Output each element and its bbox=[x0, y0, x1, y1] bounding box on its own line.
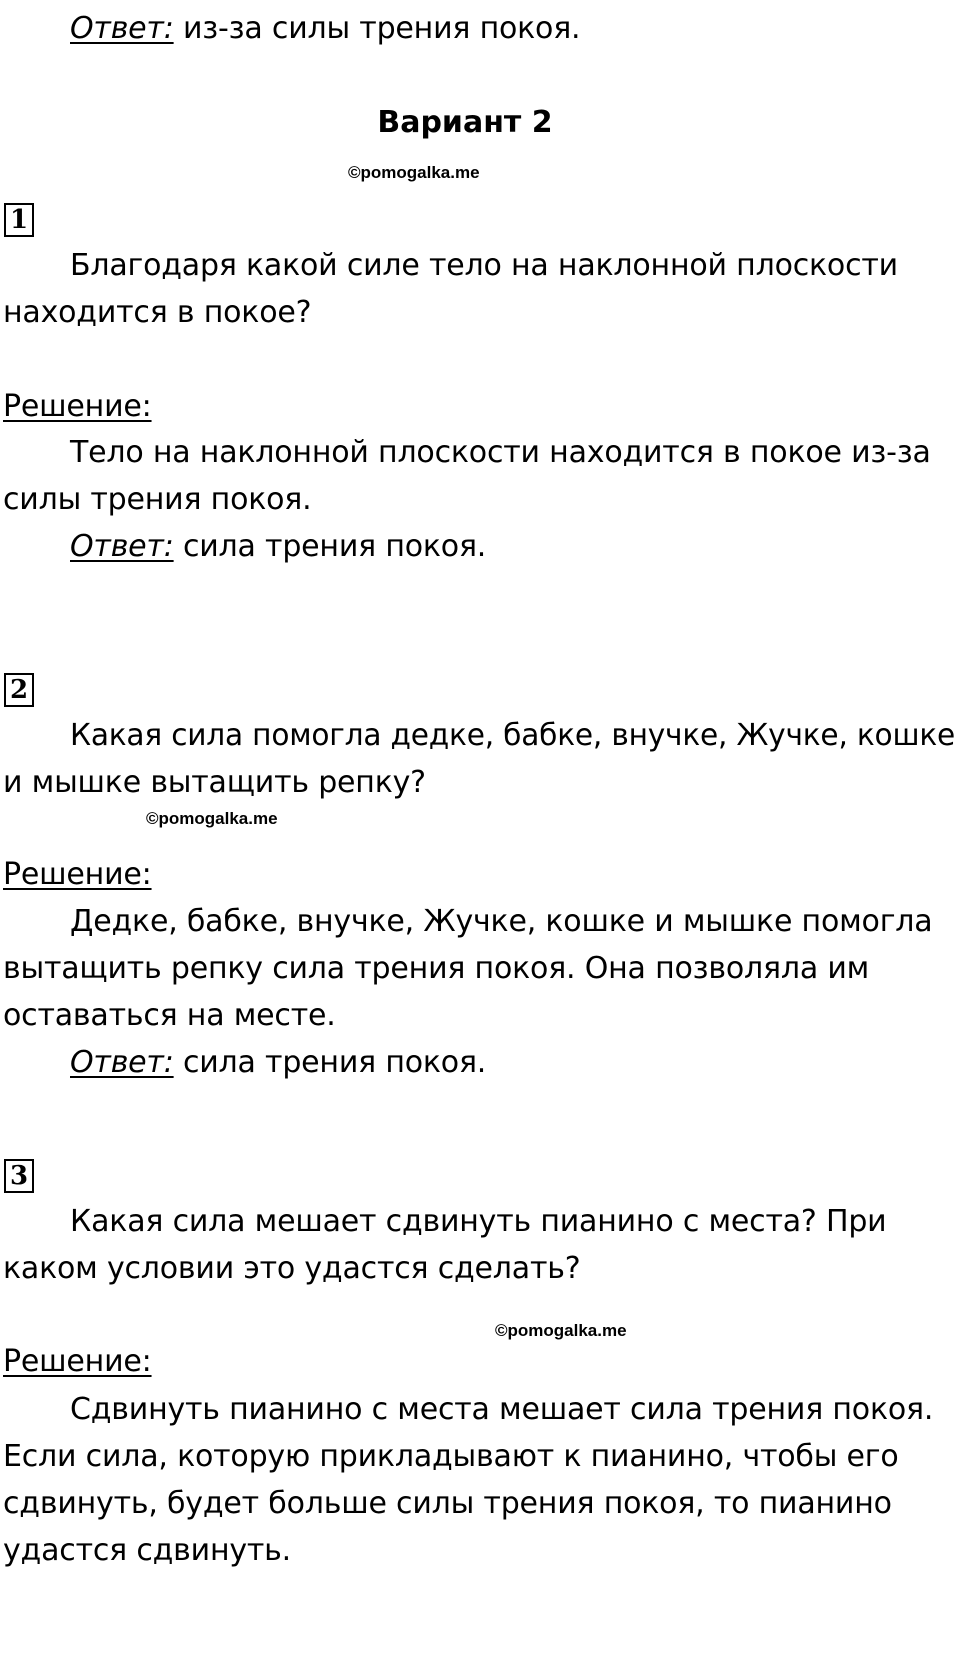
answer-label: Ответ: bbox=[70, 1045, 174, 1080]
variant-title: Вариант 2 bbox=[377, 105, 553, 140]
task-3-solution-line-2: Если сила, которую прикладывают к пианино, чтобы его bbox=[3, 1439, 899, 1474]
task-3-solution-line-3: сдвинуть, будет больше силы трения покоя, то пианино bbox=[3, 1486, 892, 1521]
task-2-question-line-2: и мышке вытащить репку? bbox=[3, 765, 426, 800]
watermark: ©pomogalka.me bbox=[348, 163, 480, 182]
task-1-solution-line-1: Тело на наклонной плоскости находится в покое из-за bbox=[70, 435, 931, 470]
task-1-question-line-2: находится в покое? bbox=[3, 295, 312, 330]
task-number-2: 2 bbox=[4, 673, 34, 707]
watermark: ©pomogalka.me bbox=[495, 1321, 627, 1340]
task-1-solution-label: Решение: bbox=[3, 389, 152, 424]
task-2-solution-line-1: Дедке, бабке, внучке, Жучке, кошке и мышке помогла bbox=[70, 904, 933, 939]
task-3-question-line-2: каком условии это удастся сделать? bbox=[3, 1251, 581, 1286]
task-2-solution-label: Решение: bbox=[3, 857, 152, 892]
task-3-solution-label: Решение: bbox=[3, 1344, 152, 1379]
task-1-question-line-1: Благодаря какой силе тело на наклонной плоскости bbox=[70, 248, 898, 283]
task-2-solution-line-2: вытащить репку сила трения покоя. Она позволяла им bbox=[3, 951, 870, 986]
task-2-question-line-1: Какая сила помогла дедке, бабке, внучке, Жучке, кошке bbox=[70, 718, 956, 753]
task-3-solution-line-4: удастся сдвинуть. bbox=[3, 1533, 292, 1568]
task-1-solution-line-2: силы трения покоя. bbox=[3, 482, 312, 517]
top-answer bbox=[70, 11, 580, 47]
task-number-3: 3 bbox=[4, 1159, 34, 1193]
task-number-1: 1 bbox=[4, 203, 34, 237]
answer-text: сила трения покоя. bbox=[173, 1045, 487, 1080]
watermark: ©pomogalka.me bbox=[146, 809, 278, 828]
answer-text: сила трения покоя. bbox=[173, 529, 487, 564]
task-2-answer bbox=[70, 1045, 486, 1081]
task-3-solution-line-1: Сдвинуть пианино с места мешает сила трения покоя. bbox=[70, 1392, 934, 1427]
task-1-answer bbox=[70, 529, 486, 565]
task-3-question-line-1: Какая сила мешает сдвинуть пианино с места? При bbox=[70, 1204, 887, 1239]
answer-label: Ответ: bbox=[70, 529, 174, 564]
answer-label: Ответ: bbox=[70, 11, 174, 46]
answer-text: из-за силы трения покоя. bbox=[173, 11, 581, 46]
task-2-solution-line-3: оставаться на месте. bbox=[3, 998, 336, 1033]
